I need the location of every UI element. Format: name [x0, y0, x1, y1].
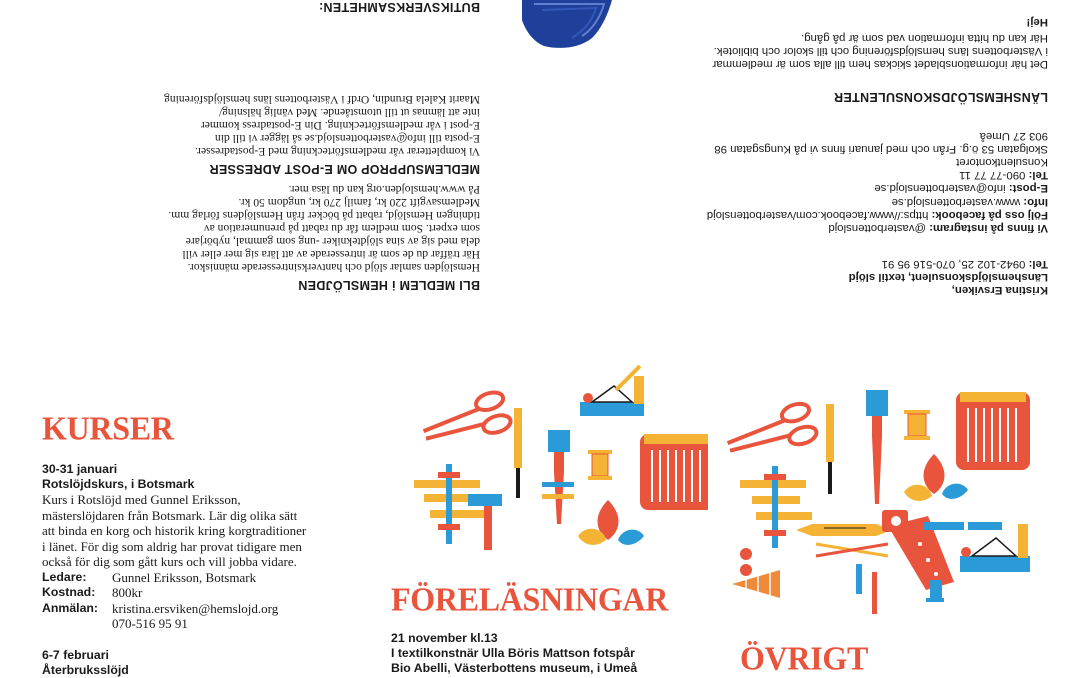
course1-name: Rotslöjdskurs, i Botsmark	[42, 477, 195, 491]
medlemsupprop-section	[60, 93, 480, 176]
contact-tel-label: Tel:	[1028, 257, 1048, 270]
facebook-link[interactable]: https://www.facebook.com/vasterbottenslojd	[706, 208, 929, 221]
paintbrush-icon	[548, 430, 570, 524]
ledare-label: Ledare:	[42, 569, 87, 584]
contact-role: Länshemslöjdskonsulent, textil slöjd	[848, 270, 1048, 283]
konsulenter-title: LÄNSHEMSLÖJDSKONSULENTER	[833, 90, 1048, 104]
lecture-location: Bio Abelli, Västerbottens museum, i Umeå	[391, 661, 638, 675]
intro-section	[608, 15, 1048, 70]
spool-icon	[904, 410, 930, 440]
shuttle-icon	[796, 524, 892, 536]
website-link[interactable]: www.vasterbottenslojd.se	[891, 195, 1021, 208]
bli-medlem-title: BLI MEDLEM i HEMSLÖJDEN	[298, 278, 480, 292]
kostnad-label: Kostnad:	[42, 585, 96, 599]
instagram-value: @vasterbottenslojd	[828, 222, 927, 234]
email-link[interactable]: info@vasterbottenslojd.se	[874, 182, 1006, 195]
bli-medlem-section	[60, 183, 480, 292]
anmalan-phone-row	[42, 616, 310, 632]
greeting: Hej!	[1026, 16, 1048, 29]
medlemsupprop-title: MEDLEMSUPPROP OM E-POST ADRESSER	[209, 162, 480, 176]
ovrigt-title: ÖVRIGT	[740, 639, 868, 677]
hand-plane-icon	[960, 524, 1030, 572]
course1-date: 30-31 januari	[42, 462, 118, 476]
tel-label: Tel:	[1028, 169, 1048, 182]
ledare-row	[42, 570, 310, 586]
leaf-icon	[578, 500, 644, 545]
anmalan-email[interactable]: kristina.ersviken@hemslojd.org	[112, 600, 279, 616]
kurser-title: KURSER	[42, 409, 174, 447]
anmalan-phone: 070-516 95 91	[112, 616, 188, 631]
bead-icon	[740, 548, 752, 576]
anmalan-row	[42, 601, 310, 617]
course1-description: Kurs i Rotslöjd med Gunnel Eriksson, mästerslöjdaren från Botsmark. Lär dig olika sätt att binda en korg och historik kring korgtraditioner i länet. För dig som aldrig har provat tidigare men också för dig som gått kurs och vill jobba vidare.	[42, 492, 307, 569]
paintbrush-icon	[866, 390, 888, 504]
contact-name: Kristina Ersviken,	[951, 284, 1048, 296]
loom-icon	[640, 434, 708, 510]
course2-date: 6-7 februari	[42, 647, 109, 662]
hand-plane-icon	[580, 366, 644, 416]
spool-icon	[926, 598, 944, 602]
craft-tools-illustration-right	[716, 384, 1052, 634]
hammer-icon	[468, 494, 502, 550]
peg-icon	[856, 564, 862, 594]
facebook-label: Följ oss på facebook:	[931, 208, 1048, 221]
forelasningar-title: FÖRELÄSNINGAR	[391, 580, 669, 618]
contact-info-upside-down	[608, 0, 1048, 300]
konsulenter-section	[608, 90, 1048, 104]
lecture-date: 21 november kl.13	[391, 631, 498, 645]
email-label: E-post:	[1008, 182, 1048, 195]
lecture-title: I textilkonstnär Ulla Böris Mattson fotspår	[391, 646, 635, 660]
kostnad-value: 800kr	[112, 585, 143, 600]
spool-icon	[588, 450, 612, 480]
peg-icon	[872, 572, 877, 614]
kurser-list	[42, 462, 310, 678]
kostnad-row	[42, 585, 310, 601]
anmalan-label: Anmälan:	[42, 600, 99, 615]
intro-text: Det här informationsbladet skickas hem till alla som är medlemmar i Västerbottens läns hemslöjdsförening och till skolor och bibliotek. Här kan du hitta information vad som är på gång.	[712, 31, 1048, 70]
scissors-icon	[419, 389, 513, 454]
info-label: Info:	[1023, 195, 1048, 208]
chisel-icon	[826, 404, 834, 494]
chisel-icon	[514, 408, 522, 498]
course2-name: Återbruksslöjd	[42, 662, 129, 677]
clamp-icon	[740, 466, 812, 548]
bli-medlem-text: Hemslöjden samlar slöjd och hantverksintresserade människor. Här träffar du de som är intresserade av att lära sig mer eller vill dela med sig av sina slöjdtekniker -ung som gammal, nybörjare som expert. Som medlem får du rabatt på prenumeration av tidningen Hemslöjd, rabatt på böcker från Hemslöjdens förlag mm. Medlemsavgift 220 kr, familj 270 kr, ungdom 50 kr. På www.hemslojden.org kan du läsa mer.	[168, 183, 480, 274]
wood-pieces-icon	[924, 522, 1002, 530]
instagram-label: Vi finns på instagram:	[929, 222, 1048, 234]
butik-title: BUTIKSVERKSAMHETEN:	[318, 0, 480, 14]
medlemsupprop-text: Vi kompletterar vår medlemsförteckning med E-postadresser. E-posta till info@vasterbottenslojd.se så lägger vi till din E-post i vår medlemsförteckning. Din E-postadress kommer inte att lämnas ut till utomstående. Med vänlig hälsning/ Maarit Kalela Brundin, Ordf i Västerbottens läns hemslöjdsförening	[164, 93, 480, 158]
tel-value: 090-77 77 11	[959, 169, 1026, 182]
butik-section	[60, 0, 480, 14]
konsulent-address: Konsulentkontoret Skolgatan 53 ö.g. Från och med januari finns vi på Kungsgatan 98 903 27 Umeå	[714, 129, 1048, 168]
knitting-needles-icon	[816, 544, 888, 556]
contact-channels	[608, 128, 1048, 234]
craft-tools-illustration-left	[408, 364, 708, 564]
blue-brush-stroke-icon	[508, 0, 618, 52]
forelasningar-list	[391, 631, 711, 676]
membership-info-upside-down	[60, 0, 480, 300]
contact-tel-value: 0942-102 25, 070-516 95 91	[881, 257, 1026, 270]
loom-icon	[956, 392, 1030, 470]
ledare-value: Gunnel Eriksson, Botsmark	[112, 569, 257, 585]
spindle-icon	[732, 570, 780, 598]
scissors-icon	[723, 401, 819, 466]
contact-person	[608, 256, 1048, 296]
